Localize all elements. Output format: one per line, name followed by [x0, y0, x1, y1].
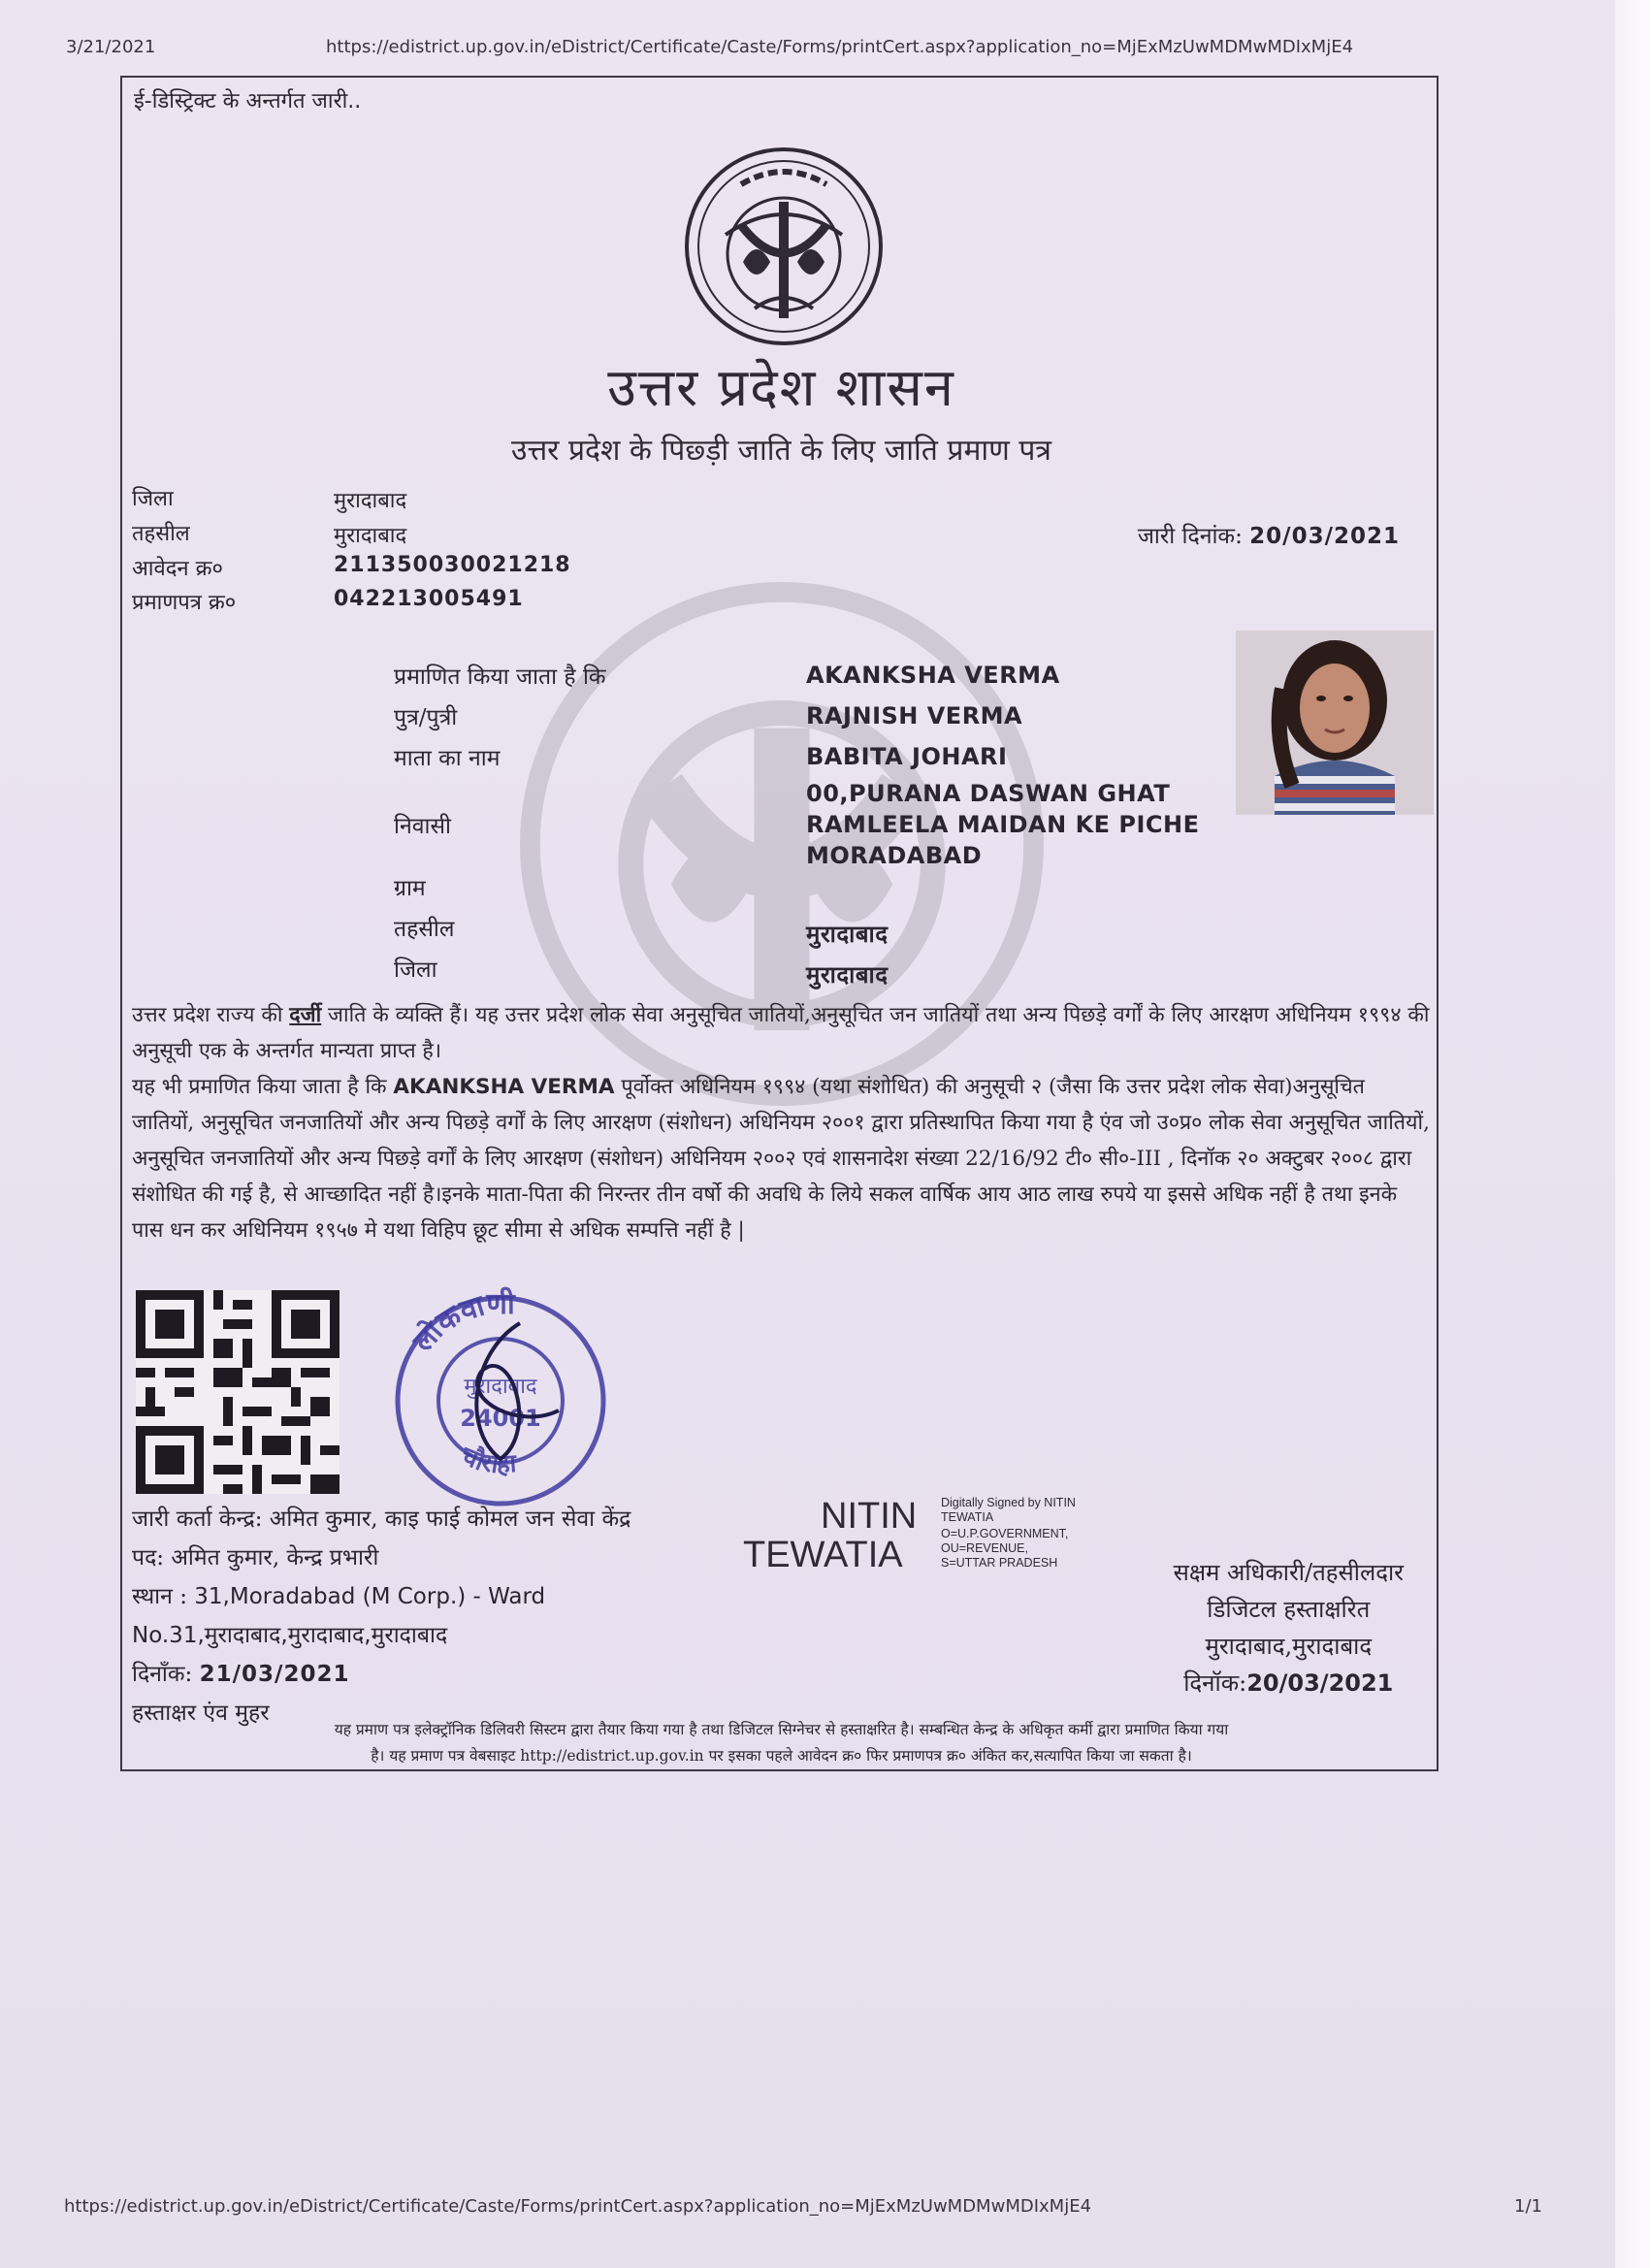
issuer-post-label: पद: [132, 1545, 165, 1571]
officer-block [1174, 1554, 1404, 1701]
resident-label: निवासी [394, 814, 451, 839]
district-value: मुरादाबाद [806, 961, 889, 988]
officer-date-label: दिनॉक: [1183, 1669, 1247, 1697]
issuer-sign-label: हस्ताक्षर एंव मुहर [132, 1701, 270, 1726]
body-p1-start: उत्तर प्रदेश राज्य की [132, 1003, 290, 1027]
print-date: 3/21/2021 [66, 37, 156, 57]
officer-signed: डिजिटल हस्ताक्षरित [1207, 1596, 1371, 1623]
stamp-center-text: मुरादाबाद [464, 1375, 537, 1399]
issuer-place-label: स्थान : [132, 1584, 187, 1609]
village-label: ग्राम [394, 876, 426, 901]
issuer-post-value: अमित कुमार, केन्द्र प्रभारी [171, 1545, 379, 1571]
applicant-photo [1236, 631, 1434, 815]
browser-print-header [66, 37, 1468, 62]
stamp-number-text: 24001 [460, 1405, 541, 1432]
stamp-bottom-text: चौराहा [456, 1441, 518, 1480]
meta-value-tehsil: मुरादाबाद [334, 524, 407, 548]
issue-date-label: जारी दिनांक: [1137, 524, 1243, 549]
dsig-line-5: S=UTTAR PRADESH [941, 1556, 1058, 1570]
issue-date-value: 20/03/2021 [1249, 524, 1400, 549]
body-p1-end: जाति के व्यक्ति हैं। यह उत्तर प्रदेश लोक सेवा अनुसूचित जातियों,अनुसूचित जन जातियों तथा अन्य पिछड़े वर्गों के लिए आरक्षण अधिनियम १९९४ की अनुसूची एक के अन्तर्गत मान्यता प्राप्त है। [132, 1003, 1430, 1063]
certified-label: प्रमाणित किया जाता है कि [394, 664, 606, 690]
footnote-line-2: है। यह प्रमाण पत्र वेबसाइट http://edistrict.up.gov.in पर इसका पहले आवेदन क्र० फिर प्रमाणपत्र क्र० अंकित कर,सत्यापित किया जा सकता है। [371, 1747, 1192, 1765]
district-label: जिला [394, 957, 437, 983]
issuer-center-value: अमित कुमार, काइ फाई कोमल जन सेवा केंद्र [269, 1507, 631, 1532]
certificate-body [132, 997, 1432, 1248]
issuer-date-value: 21/03/2021 [199, 1662, 350, 1687]
caste-name: दर्जी [289, 1003, 322, 1027]
meta-value-certificate-no: 042213005491 [334, 587, 524, 611]
officer-date-value: 20/03/2021 [1246, 1669, 1394, 1697]
tehsil-value: मुरादाबाद [806, 921, 889, 948]
address-line-2: RAMLEELA MAIDAN KE PICHE [806, 811, 1200, 838]
meta-label-certificate-no: प्रमाणपत्र क्र० [132, 591, 237, 615]
meta-label-district: जिला [132, 487, 174, 511]
meta-value-application-no: 211350030021218 [334, 553, 571, 577]
digital-signature [743, 1496, 1112, 1593]
issuer-place-value-1: 31,Moradabad (M Corp.) - Ward [194, 1584, 546, 1609]
scanner-edge [1615, 0, 1649, 2268]
mother-name: BABITA JOHARI [806, 743, 1008, 770]
official-stamp-icon [374, 1284, 627, 1517]
body-p2-end: पूर्वोक्त अधिनियम १९९४ (यथा संशोधित) की अनुसूची २ (जैसा कि उत्तर प्रदेश लोक सेवा)अनुसूचित जातियों, अनुसूचित जनजातियों और अन्य पिछड़े वर्गों के लिए आरक्षण (संशोधन) अधिनियम २००१ द्वारा प्रतिस्थापित किया गया है एंव जो उ०प्र० लोक सेवा अनुसूचित जातियों, अनुसूचित जनजातियों और अन्य पिछड़े वर्गों के लिए आरक्षण (संशोधन) अधिनियम २००२ एवं शासनादेश संख्या 22/16/92 टी० सी०-III , दिनॉक २० अक्टुबर २००८ द्वारा संशोधित की गई है, से आच्छादित नहीं है।इनके माता-पिता की निरन्तर तीन वर्षो की अवधि के लिये सकल वार्षिक आय आठ लाख रुपये या इससे अधिक नहीं है तथा इनके पास धन कर अधिनियम १९५७ मे यथा विहिप छूट सीमा से अधिक सम्पत्ति नहीं है | [132, 1075, 1430, 1243]
issuer-center-line [132, 1500, 630, 1539]
dsig-last-name: TEWATIA [743, 1535, 903, 1575]
officer-title: सक्षम अधिकारी/तहसीलदार [1173, 1559, 1404, 1586]
applicant-name: AKANKSHA VERMA [806, 662, 1060, 689]
issuer-place-line [132, 1577, 630, 1616]
issuer-post-line [132, 1539, 630, 1577]
officer-place: मुरादाबाद,मुरादाबाद [1205, 1633, 1373, 1660]
body-p2-start: यह भी प्रमाणित किया जाता है कि [132, 1075, 394, 1099]
dsig-line-3: O=U.P.GOVERNMENT, [941, 1527, 1069, 1540]
meta-value-district: मुरादाबाद [334, 489, 407, 513]
print-url: https://edistrict.up.gov.in/eDistrict/Certificate/Caste/Forms/printCert.aspx?application_no=MjExMzUwMDMwMDIxMjE4 [326, 37, 1354, 57]
body-applicant-name: AKANKSHA VERMA [393, 1075, 615, 1099]
dsig-first-name: NITIN [821, 1496, 918, 1537]
address-line-1: 00,PURANA DASWAN GHAT [806, 780, 1171, 807]
footer-url: https://edistrict.up.gov.in/eDistrict/Certificate/Caste/Forms/printCert.aspx?application_no=MjExMzUwMDMwMDIxMjE4 [64, 2196, 1092, 2217]
body-paragraph-1 [132, 997, 1432, 1069]
certificate-subtitle: उत्तर प्रदेश के पिछ्ड़ी जाति के लिए जाति प्रमाण पत्र [511, 434, 1051, 468]
dsig-line-1: Digitally Signed by NITIN [941, 1496, 1076, 1509]
address-line-3: MORADABAD [806, 842, 983, 869]
dsig-line-2: TEWATIA [941, 1510, 994, 1524]
certificate-frame [120, 76, 1439, 1771]
mother-label: माता का नाम [394, 746, 501, 771]
footer-page-number: 1/1 [1514, 2196, 1542, 2217]
qr-code [136, 1290, 340, 1494]
certificate-footnote [130, 1717, 1433, 1769]
issued-under-label: ई-डिस्ट्रिक्ट के अन्तर्गत जारी.. [134, 89, 362, 113]
stamp-top-text: लोकवाणी [405, 1286, 515, 1359]
issuer-place-value-2: No.31,मुरादाबाद,मुरादाबाद,मुरादाबाद [132, 1623, 448, 1648]
father-name: RAJNISH VERMA [806, 702, 1023, 729]
tehsil-label: तहसील [394, 917, 455, 942]
issuer-date-line [132, 1655, 630, 1694]
meta-label-application-no: आवेदन क्र० [132, 557, 223, 581]
footnote-line-1: यह प्रमाण पत्र इलेक्ट्रॉनिक डिलिवरी सिस्टम द्वारा तैयार किया गया है तथा डिजिटल सिग्नेचर से हस्ताक्षरित है। सम्बन्धित केन्द्र के अधिकृत कर्मी द्वारा प्रमाणित किया गया [334, 1721, 1229, 1738]
issuer-date-label: दिनाँक: [132, 1662, 193, 1687]
browser-print-footer [64, 2196, 1542, 2221]
issuer-block [132, 1500, 630, 1733]
officer-date-line [1174, 1665, 1404, 1701]
certificate-title: उत्तर प्रदेश शासन [607, 357, 955, 418]
body-paragraph-2 [132, 1069, 1432, 1248]
meta-label-tehsil: तहसील [132, 522, 190, 546]
up-emblem-icon [683, 146, 885, 347]
parent-label: पुत्र/पुत्री [394, 705, 458, 730]
dsig-line-4: OU=REVENUE, [941, 1541, 1028, 1555]
issue-date [1138, 519, 1400, 550]
svg-text:लोकवाणी [404, 1286, 516, 1359]
issuer-center-label: जारी कर्ता केन्द्र: [132, 1507, 263, 1532]
